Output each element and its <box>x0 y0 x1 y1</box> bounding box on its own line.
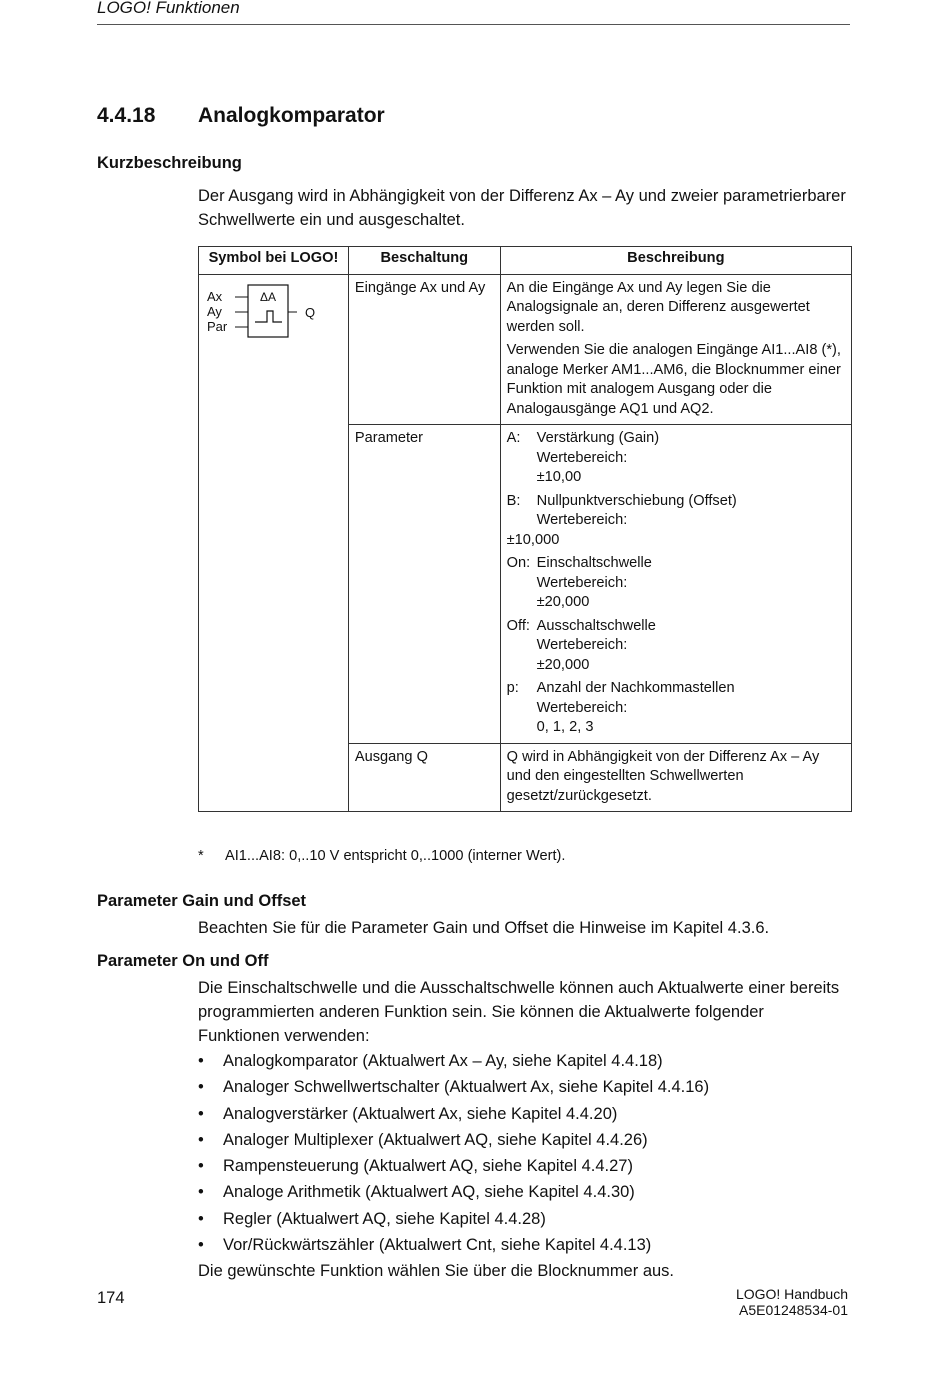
symbol-input-ax: Ax <box>207 288 223 304</box>
footer-doc-number: A5E01248534-01 <box>739 1302 848 1318</box>
comparator-symbol-icon <box>205 281 323 341</box>
symbol-block-label: ΔA <box>259 289 277 304</box>
parameter-description <box>500 425 851 744</box>
footnote-text: AI1...AI8: 0,..10 V entspricht 0,..1000 (interner Wert). <box>225 848 566 864</box>
param-item-a <box>507 429 845 488</box>
list-item-text: Analogverstärker (Aktualwert Ax, siehe Kapitel 4.4.20) <box>223 1104 618 1123</box>
header-description: Beschreibung <box>500 247 851 275</box>
list-item <box>198 1153 709 1179</box>
heading-gain-offset: Parameter Gain und Offset <box>97 892 307 910</box>
on-off-text: Die Einschaltschwelle und die Ausschaltschwelle können auch Aktualwerte einer bereits programmierten anderen Funktion sein. Sie können die Aktualwerte folgender Funktionen verwenden: <box>198 979 840 1045</box>
list-item <box>198 1074 709 1100</box>
bullet-icon: • <box>198 1052 204 1070</box>
header-rule <box>97 24 850 25</box>
heading-on-off: Parameter On und Off <box>97 952 269 970</box>
bullet-icon: • <box>198 1078 204 1097</box>
inputs-description-p2: Verwenden Sie die analogen Eingänge AI1...AI8 (*), analoge Merker AM1...AM6, die Blocknummer einer Funktion mit analogem Ausgang oder die Analogausgänge AQ1 und AQ2. <box>506 342 841 417</box>
param-range: ±10,000 <box>506 531 560 548</box>
param-range-label: Wertebereich: <box>536 574 628 591</box>
param-label: On: <box>506 555 531 571</box>
param-name: Einschaltschwelle <box>536 555 652 571</box>
output-description: Q wird in Abhängigkeit von der Differenz Ax – Ay und den eingestellten Schwellwerten gesetzt/zurückgesetzt. <box>500 743 851 812</box>
inputs-description-p1: An die Eingänge Ax und Ay legen Sie die Analogsignale an, deren Differenz ausgewertet werden soll. <box>506 279 810 335</box>
closing-text: Die gewünschte Funktion wählen Sie über die Blocknummer aus. <box>198 1262 675 1280</box>
list-item-text: Regler (Aktualwert AQ, siehe Kapitel 4.4.28) <box>223 1209 546 1228</box>
param-label: Off: <box>506 617 530 634</box>
param-name: Anzahl der Nachkommastellen <box>536 680 735 696</box>
symbol-input-par: Par <box>207 318 228 334</box>
param-item-p <box>507 679 845 738</box>
footer-book-title: LOGO! Handbuch <box>735 1286 848 1302</box>
list-item-text: Vor/Rückwärtszähler (Aktualwert Cnt, siehe Kapitel 4.4.13) <box>223 1236 652 1255</box>
list-item <box>198 1179 709 1205</box>
footnote-marker: * <box>198 848 204 864</box>
list-item <box>198 1206 709 1232</box>
param-range: ±20,000 <box>536 656 590 673</box>
table-header-row <box>199 247 852 275</box>
section-title-text: Analogkomparator <box>198 104 385 127</box>
kurzbeschreibung-text: Der Ausgang wird in Abhängigkeit von der Differenz Ax – Ay und zweier parametrierbarer Schwellwerte ein und ausgeschaltet. <box>198 187 846 229</box>
param-item-off <box>507 617 845 676</box>
list-item-text: Analoge Arithmetik (Aktualwert AQ, siehe Kapitel 4.4.30) <box>223 1183 635 1202</box>
param-range-label: Wertebereich: <box>536 512 628 528</box>
section-title <box>97 104 385 128</box>
inputs-wiring: Eingänge Ax und Ay <box>348 274 500 425</box>
bullet-icon: • <box>198 1157 204 1176</box>
running-header: LOGO! Funktionen <box>97 0 240 17</box>
param-range: 0, 1, 2, 3 <box>536 719 594 735</box>
param-range-label: Wertebereich: <box>536 449 628 466</box>
inputs-description <box>500 274 851 425</box>
list-item <box>198 1101 709 1127</box>
bullet-icon: • <box>198 1130 204 1149</box>
heading-kurzbeschreibung: Kurzbeschreibung <box>97 154 242 172</box>
header-symbol: Symbol bei LOGO! <box>199 247 349 275</box>
list-item <box>198 1127 709 1153</box>
param-range-label: Wertebereich: <box>536 637 628 653</box>
bullet-icon: • <box>198 1209 204 1228</box>
bullet-icon: • <box>198 1236 204 1255</box>
symbol-cell <box>199 274 349 812</box>
bullet-icon: • <box>198 1183 204 1202</box>
param-name: Nullpunktverschiebung (Offset) <box>536 492 737 509</box>
function-list <box>198 1048 709 1258</box>
list-item-text: Analoger Schwellwertschalter (Aktualwert Ax, siehe Kapitel 4.4.16) <box>223 1078 710 1097</box>
symbol-output-q: Q <box>305 304 316 320</box>
param-label: B: <box>506 492 521 509</box>
bullet-icon: • <box>198 1104 204 1123</box>
footer-book-info <box>728 1286 848 1318</box>
page-number: 174 <box>97 1289 125 1307</box>
param-item-on <box>507 554 845 613</box>
function-table <box>198 246 852 812</box>
param-range: ±10,00 <box>536 469 582 485</box>
list-item-text: Rampensteuerung (Aktualwert AQ, siehe Kapitel 4.4.27) <box>223 1157 633 1176</box>
hysteresis-curve-icon <box>255 311 282 322</box>
param-range-label: Wertebereich: <box>536 699 628 716</box>
param-label: p: <box>506 680 519 696</box>
list-item <box>198 1048 709 1074</box>
gain-offset-text: Beachten Sie für die Parameter Gain und Offset die Hinweise im Kapitel 4.3.6. <box>198 919 770 937</box>
param-item-b <box>507 492 845 551</box>
section-number: 4.4.18 <box>97 104 156 127</box>
symbol-input-ay: Ay <box>207 303 222 319</box>
table-footnote <box>198 848 565 864</box>
list-item <box>198 1232 709 1258</box>
header-wiring: Beschaltung <box>348 247 500 275</box>
param-label: A: <box>506 430 521 446</box>
param-name: Verstärkung (Gain) <box>536 430 660 446</box>
table-row-inputs <box>199 274 852 425</box>
param-name: Ausschaltschwelle <box>536 617 656 634</box>
list-item-text: Analoger Multiplexer (Aktualwert AQ, siehe Kapitel 4.4.26) <box>223 1130 648 1149</box>
output-wiring: Ausgang Q <box>348 743 500 812</box>
param-range: ±20,000 <box>536 594 590 610</box>
parameter-wiring: Parameter <box>348 425 500 744</box>
list-item-text: Analogkomparator (Aktualwert Ax – Ay, siehe Kapitel 4.4.18) <box>223 1052 663 1070</box>
